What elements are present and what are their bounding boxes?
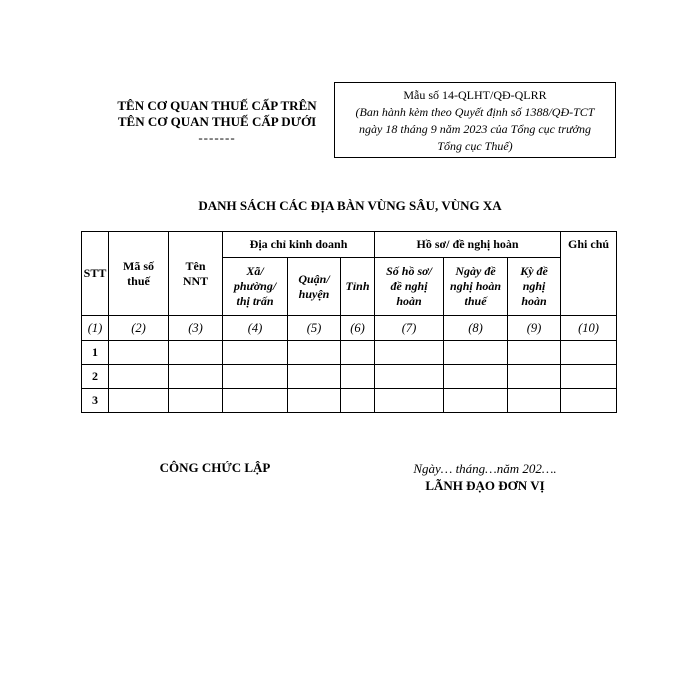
column-number: (1) [82,316,109,341]
table-cell [341,341,375,365]
row-index: 1 [82,341,109,365]
header-quan-line-1: Quận/ [298,271,330,286]
column-number: (8) [444,316,508,341]
header-ngay-de-nghi [444,258,508,316]
table-cell [223,365,288,389]
header-ma-so-thue-line-2: thuế [127,273,150,288]
column-number: (4) [223,316,288,341]
column-number: (9) [508,316,561,341]
agency-lower-name: TÊN CƠ QUAN THUẾ CẤP DƯỚI [117,114,317,129]
table-cell [508,365,561,389]
table-cell [508,389,561,413]
table-cell [444,341,508,365]
header-group-dia-chi: Địa chỉ kinh doanh [223,232,375,258]
form-code-box [334,82,616,158]
table-cell [109,389,169,413]
table-cell [223,341,288,365]
table-cell [109,365,169,389]
agency-divider: ------- [198,130,236,145]
table-cell [375,389,444,413]
table-cell [561,365,617,389]
preparer-signature-title: CÔNG CHỨC LẬP [159,460,271,475]
leader-signature-title: LÃNH ĐẠO ĐƠN VỊ [425,478,545,493]
header-ten-nnt-line-2: NNT [182,273,209,288]
column-number: (6) [341,316,375,341]
leader-signature-block [385,460,585,494]
table-cell [375,365,444,389]
table-cell [375,341,444,365]
header-ngay-de-nghi-line-1: Ngày đề [455,264,496,278]
form-desc-line-2: ngày 18 tháng 9 năm 2023 của Tổng cục trưởng [359,122,591,136]
header-stt: STT [82,232,109,316]
table-cell [169,341,223,365]
header-so-ho-so-line-2: đề nghị [390,279,428,293]
header-ngay-de-nghi-line-3: thuế [464,294,487,308]
header-tinh: Tỉnh [341,258,375,316]
table-cell [223,389,288,413]
table-cell [288,341,341,365]
header-so-ho-so [375,258,444,316]
table-cell [169,365,223,389]
header-ngay-de-nghi-line-2: nghị hoàn [450,279,502,293]
header-so-ho-so-line-1: Số hồ sơ/ [386,264,432,278]
header-ky-de-nghi-line-2: nghị [522,279,546,293]
table-cell [169,389,223,413]
form-desc-line-1: (Ban hành kèm theo Quyết định số 1388/QĐ-TCT [355,105,595,119]
header-xa-line-1: Xã/ [246,264,264,278]
table-cell [561,341,617,365]
header-ma-so-thue [109,232,169,316]
table-cell [341,365,375,389]
column-number: (3) [169,316,223,341]
column-number: (2) [109,316,169,341]
header-group-ho-so: Hồ sơ/ đề nghị hoàn [375,232,561,258]
table-cell [288,365,341,389]
header-xa-line-3: thị trấn [236,294,274,308]
column-number: (5) [288,316,341,341]
numbering-row [82,316,617,341]
header-ten-nnt-line-1: Tên [185,258,206,273]
table-row [82,365,617,389]
form-desc-line-3: Tổng cục Thuế) [437,139,513,153]
table-cell [109,341,169,365]
column-number: (7) [375,316,444,341]
table-row [82,389,617,413]
document-title: DANH SÁCH CÁC ĐỊA BÀN VÙNG SÂU, VÙNG XA [198,198,502,213]
regions-table [81,231,617,413]
agency-header [100,98,334,146]
header-ky-de-nghi-line-1: Kỳ đề [520,264,548,278]
table-cell [288,389,341,413]
header-so-ho-so-line-3: hoàn [396,294,422,308]
table-cell [341,389,375,413]
column-number: (10) [561,316,617,341]
signature-date: Ngày… tháng…năm 202…. [413,461,557,476]
header-ten-nnt [169,232,223,316]
table-row [82,341,617,365]
header-xa [223,258,288,316]
header-ghi-chu: Ghi chú [561,232,617,316]
header-quan-line-2: huyện [298,286,330,301]
table-cell [508,341,561,365]
agency-upper-name: TÊN CƠ QUAN THUẾ CẤP TRÊN [117,98,317,113]
form-code: Mẫu số 14-QLHT/QĐ-QLRR [403,88,547,102]
row-index: 2 [82,365,109,389]
header-xa-line-2: phường/ [233,279,277,293]
table-cell [444,365,508,389]
header-ky-de-nghi [508,258,561,316]
table-cell [444,389,508,413]
header-ky-de-nghi-line-3: hoàn [521,294,547,308]
row-index: 3 [82,389,109,413]
table-cell [561,389,617,413]
header-quan [288,258,341,316]
header-ma-so-thue-line-1: Mã số [123,258,154,273]
